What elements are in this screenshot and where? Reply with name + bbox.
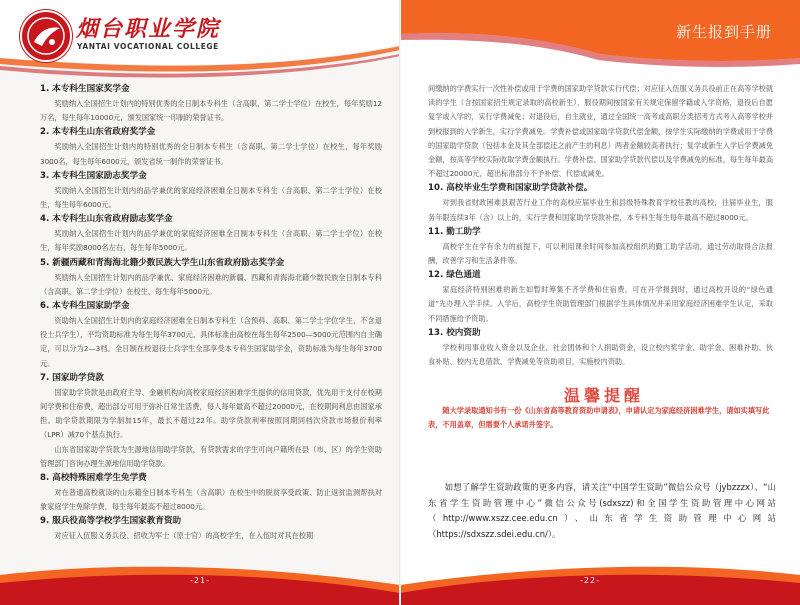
continued-text: 间缴纳的学费实行一次性补偿或用于学费的国家助学贷款实行代偿；对应征入伍服义务兵役前正在高等学校就读的学生（含按国家招生规定录取的高校新生），服役期间按国家有关规定保留学籍或入学资格，退役后自愿复学或入学的，实行学费减免；对退役后，自主就业，通过全国统一高考或高职分类招考方式考入高等学校并到校报到的入学新生，实行学费减免。学费补偿或国家助学贷款代偿金额，按学生实际缴纳的学费或用于学费的国家助学贷款（包括本金及其全部偿还之前产生的利息）两者金额较高者执行；复学或新生入学后学费减免金额，按高等学校实际收取学费金额执行。学费补偿、国家助学贷款代偿以及学费减免的标准，每生每年最高不超过20000元，超出标准部分不予补偿、代偿或减免。 — [428, 84, 774, 179]
section-body: 奖励纳入全国招生计划内的特别优秀的全日制本专科生（含高职、第二学士学位）在校生，每年奖励12万名，每生每年10000元，颁发国家统一印制的荣誉证书。 — [40, 99, 382, 123]
section-title: 4. 本专科生山东省政府励志奖学金 — [40, 214, 173, 225]
section-body: 对应征入伍服义务兵役、招收为军士（原士官）的高校学生，在入伍时对其在校期 — [54, 531, 314, 541]
section-body: 奖励纳入全国招生计划内的品学兼优的家庭经济困难全日制本专科生（含高职、第二学士学位）在校生，每年奖励8000名左右，每生每年5000元。 — [40, 229, 382, 253]
section-title: 8. 高校特殊困难学生免学费 — [40, 473, 147, 484]
section-title: 12. 绿色通道 — [428, 270, 481, 281]
guide-title: 新生报到手册 — [675, 23, 772, 41]
section-body: 资助纳入全国招生计划内的家庭经济困难全日制本专科生（含预科、高职、第二学士学位学生，不含退役士兵学生），平均资助标准为每生每年3700元，具体标准由高校在每生每年2500—5000元范围内自主确定，可以分为2—3档。全日制在校退役士兵学生全部享受本专科生国家助学金，资助标准为每生每年3700元。 — [40, 316, 382, 368]
section-title: 1. 本专科生国家奖学金 — [40, 84, 130, 94]
warm-reminder-text: 随大学录取通知书有一份《山东省高等教育资助申请表》，申请认定为家庭经济困难学生，请如实填写此表，不用盖章，但需要个人承诺并签字。 — [428, 406, 770, 429]
section-body: 山东省国家助学贷款为生源地信用助学贷款，有贷款需求的学生可向户籍所在县（市、区）的学生资助管理部门咨询办理生源地信用助学贷款。 — [40, 444, 382, 468]
section-body: 家庭经济特别困难的新生如暂时筹集不齐学费和住宿费，可在开学报到时，通过高校开设的“绿色通道”先办理入学手续。入学后，高校学生资助管理部门根据学生具体情况并采用家庭经济困难学生认定，采取不同措施给予资助。 — [428, 285, 773, 323]
warm-reminder-title: 温馨提醒 — [564, 386, 645, 405]
school-name-cn: 烟台职业学院 — [76, 16, 221, 42]
right-content — [428, 82, 773, 369]
right-footer-decoration — [400, 555, 800, 605]
section-title: 7. 国家助学贷款 — [40, 372, 104, 383]
section-title: 13. 校内资助 — [428, 327, 481, 338]
book-spine — [399, 0, 401, 605]
school-logo — [20, 6, 270, 58]
section-body: 奖励纳入全国招生计划内的品学兼优的家庭经济困难全日制本专科生（含高职、第二学士学位）在校生，每生每年6000元。 — [40, 185, 382, 210]
section-body: 国家助学贷款是由政府主导、金融机构向高校家庭经济困难学生提供的信用贷款，优先用于支付在校期间学费和住宿费，超出部分可用于弥补日常生活费，每人每年最高不超过20000元，在校期间利息由国家承担。助学贷款期限为学制加15年，最长不超过22年。助学贷款利率按照同期同档次贷款市场报价利率（LPR）减70个基点执行。 — [40, 387, 382, 440]
section-title: 3. 本专科生国家励志奖学金 — [40, 170, 147, 181]
section-title: 6. 本专科生国家助学金 — [40, 301, 130, 312]
section-body: 奖励纳入全国招生计划内的特别优秀的全日制本专科生（含高职、第二学士学位）在校生，每年奖励3000名，每生每年6000元，颁发省统一制作的荣誉证书。 — [40, 142, 382, 166]
section-title: 11. 勤工助学 — [428, 226, 481, 237]
section-title: 2. 本专科生山东省政府奖学金 — [40, 127, 156, 138]
section-title: 10. 高校毕业生学费和国家助学贷款补偿。 — [428, 183, 593, 194]
right-page — [400, 0, 800, 605]
page-number: -21- — [190, 576, 210, 585]
section-body: 对在普通高校就读的山东籍全日制本专科生（含高职）在校生中的脱贫享受政策、防止返贫监测帮扶对象家庭学生免除学费，每生每年最高不超过8000元。 — [40, 488, 382, 512]
section-title: 9. 服兵役高等学校学生国家教育资助 — [40, 516, 182, 527]
section-title: 5. 新疆西藏和青海海北籍少数民族大学生山东省政府励志奖学金 — [40, 257, 285, 268]
contact-info: 如想了解学生资助政策的更多内容，请关注“中国学生资助”微信公众号（jybzzzx）、“山东省学生资助管理中心”微信公众号(sdxszz)和全国学生资助管理中心网站（http://www.xszz.cee.edu.cn）、山东省学生资助管理中心网站（https://sdxszz.sdei.edu.cn/）。 — [428, 482, 776, 539]
school-emblem-icon — [20, 10, 72, 62]
left-content — [40, 82, 382, 544]
section-body: 对到我省财政困难县艰苦行业工作的高校应届毕业生和县级特殊教育学校任教的高校，往届毕业生，服务年限连续3年（含）以上的，实行学费和国家助学贷款补偿，本专科生每生每年最高不超过8000元。 — [428, 198, 773, 222]
school-name-en: YANTAI VOCATIONAL COLLEGE — [77, 42, 219, 51]
section-body: 学校利用事业收入资金以及企业、社会团体和个人捐助资金，设立校内奖学金、助学金、困难补助、伙食补贴、校内无息借款、学费减免等资助项目，实施校内资助。 — [428, 342, 773, 367]
section-body: 奖励纳入全国招生计划内的品学兼优、家庭经济困难的新疆、西藏和青海海北籍少数民族全日制本专科（含高职、第二学士学位）在校生，每生每年5000元。 — [40, 272, 382, 296]
section-body: 高校学生在学有余力的前提下，可以利用课余时间参加高校组织的勤工助学活动，通过劳动取得合法报酬，改善学习和生活条件等。 — [428, 241, 773, 266]
page-number: -22- — [580, 576, 600, 585]
